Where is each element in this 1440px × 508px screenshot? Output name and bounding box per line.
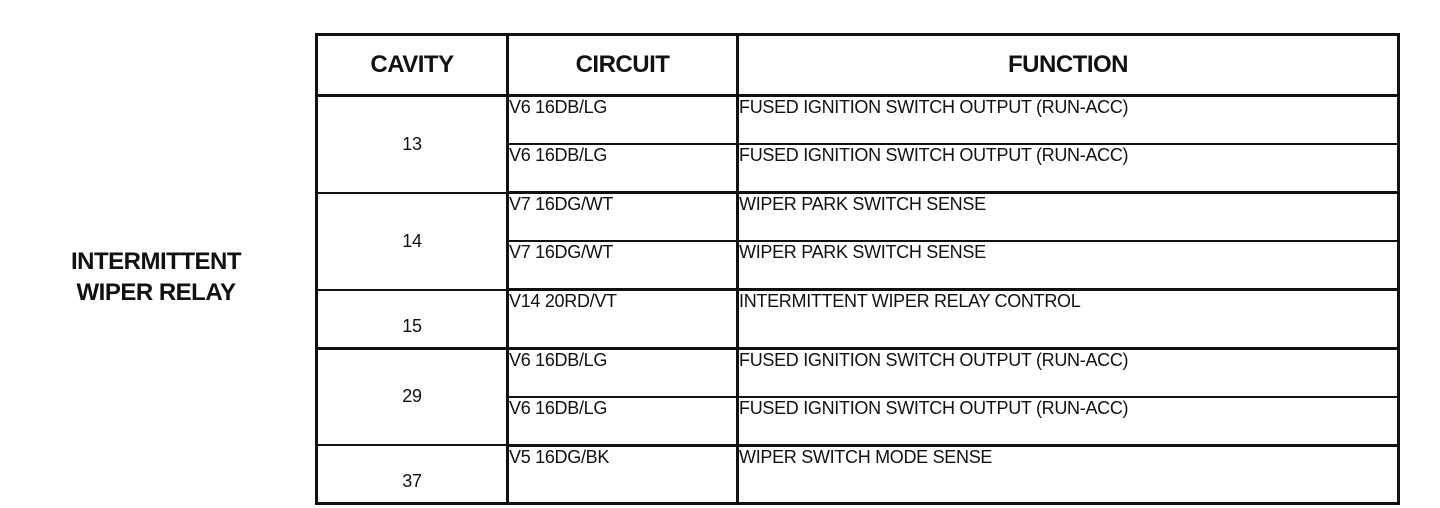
circuit-cell: V6 16DB/LG <box>508 96 738 145</box>
circuit-cell: V7 16DG/WT <box>508 193 738 242</box>
circuit-cell: V5 16DG/BK <box>508 445 738 504</box>
function-cell: FUSED IGNITION SWITCH OUTPUT (RUN-ACC) <box>738 96 1399 145</box>
component-label-line-1: INTERMITTENT <box>71 248 241 275</box>
function-cell: FUSED IGNITION SWITCH OUTPUT (RUN-ACC) <box>738 397 1399 446</box>
table-row <box>317 445 1399 504</box>
table-row <box>317 348 1399 397</box>
function-cell: FUSED IGNITION SWITCH OUTPUT (RUN-ACC) <box>738 348 1399 397</box>
cavity-cell: 29 <box>317 348 508 445</box>
circuit-cell: V6 16DB/LG <box>508 397 738 446</box>
cavity-cell: 37 <box>317 445 508 504</box>
component-label-line-2: WIPER RELAY <box>76 279 236 306</box>
component-label <box>40 246 272 308</box>
circuit-cell: V6 16DB/LG <box>508 144 738 193</box>
table-row <box>317 290 1399 349</box>
header-cavity: CAVITY <box>317 35 508 96</box>
circuit-cell: V6 16DB/LG <box>508 348 738 397</box>
cavity-cell: 14 <box>317 193 508 290</box>
header-function: FUNCTION <box>738 35 1399 96</box>
circuit-cell: V14 20RD/VT <box>508 290 738 349</box>
table-row <box>317 193 1399 242</box>
function-cell: INTERMITTENT WIPER RELAY CONTROL <box>738 290 1399 349</box>
function-cell: WIPER PARK SWITCH SENSE <box>738 193 1399 242</box>
function-cell: WIPER PARK SWITCH SENSE <box>738 241 1399 290</box>
table-header-row <box>317 35 1399 96</box>
connector-pinout-table <box>315 33 1400 505</box>
header-circuit: CIRCUIT <box>508 35 738 96</box>
cavity-cell: 13 <box>317 96 508 193</box>
function-cell: WIPER SWITCH MODE SENSE <box>738 445 1399 504</box>
table-row <box>317 96 1399 145</box>
circuit-cell: V7 16DG/WT <box>508 241 738 290</box>
function-cell: FUSED IGNITION SWITCH OUTPUT (RUN-ACC) <box>738 144 1399 193</box>
cavity-cell: 15 <box>317 290 508 349</box>
